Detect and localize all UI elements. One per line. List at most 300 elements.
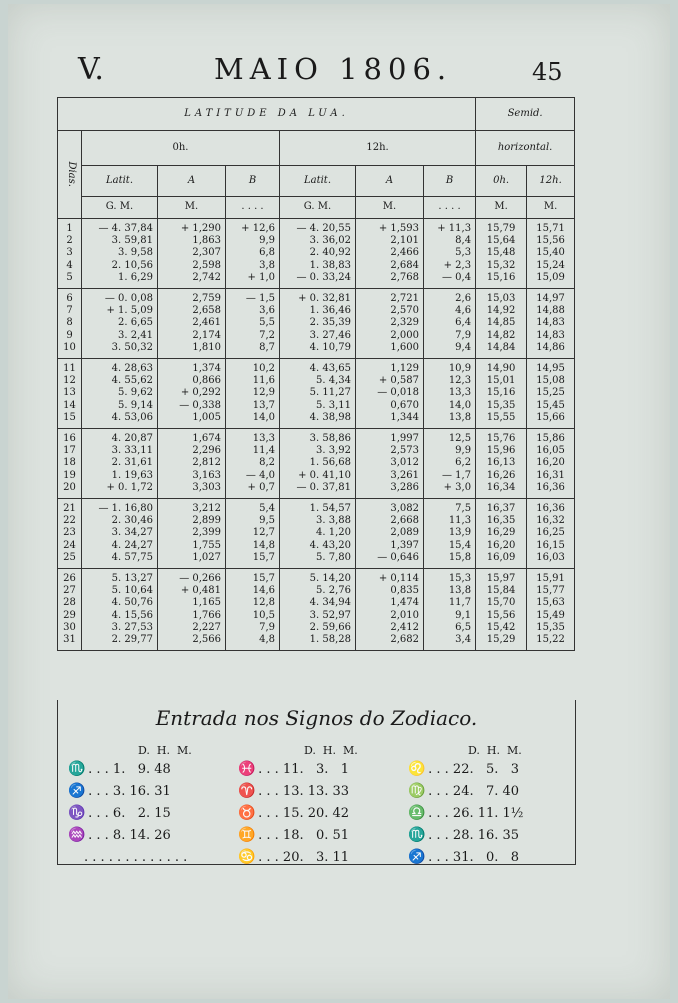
value-semid-0: 15,29 xyxy=(486,634,516,646)
zodiac-entry-time: . . . 3. 16. 31 xyxy=(84,783,171,799)
zodiac-entry-time: . . . 6. 2. 15 xyxy=(84,805,171,821)
value-semid-12: 16,05 xyxy=(536,444,565,456)
hour-0-header: 0h. xyxy=(82,131,280,166)
value-a-0: — 0,266 xyxy=(179,572,221,584)
zodiac-entry-time: . . . 1. 9. 48 xyxy=(84,761,171,777)
value-latit-12: 1. 36,46 xyxy=(309,304,351,316)
value-a-12: 2,668 xyxy=(390,514,419,526)
value-a-12: 2,089 xyxy=(390,527,419,539)
value-b-0: + 12,6 xyxy=(241,222,275,234)
value-a-0: 1,863 xyxy=(192,234,221,246)
value-b-0: 13,3 xyxy=(252,432,275,444)
value-a-12: 2,000 xyxy=(390,329,419,341)
value-semid-12: 16,20 xyxy=(536,457,565,469)
value-a-0: 3,163 xyxy=(192,469,221,481)
value-day: 28 xyxy=(63,597,76,609)
value-b-12: 4,6 xyxy=(455,304,472,316)
value-day: 5 xyxy=(66,272,73,284)
value-semid-0: 16,34 xyxy=(486,482,516,494)
value-latit-0: + 1. 5,09 xyxy=(106,304,153,316)
cell-latit-12 xyxy=(280,429,356,499)
value-a-12: 3,286 xyxy=(390,482,419,494)
zodiac-column-header: D. H. M. xyxy=(304,744,358,757)
zodiac-entry xyxy=(68,758,238,780)
value-latit-0: 4. 20,87 xyxy=(111,432,153,444)
value-latit-0: — 4. 37,84 xyxy=(98,222,153,234)
value-semid-0: 15,42 xyxy=(486,622,516,634)
value-a-0: + 0,292 xyxy=(180,387,221,399)
value-day: 8 xyxy=(66,317,73,329)
value-semid-12: 16,15 xyxy=(536,539,565,551)
value-semid-12: 15,63 xyxy=(536,597,565,609)
value-a-0: 2,598 xyxy=(192,259,221,271)
value-a-0: 3,303 xyxy=(192,482,221,494)
value-day: 18 xyxy=(63,457,76,469)
value-b-0: + 0,7 xyxy=(247,482,275,494)
cell-semid-0 xyxy=(476,429,527,499)
value-a-12: 0,835 xyxy=(390,584,419,596)
value-day: 19 xyxy=(63,469,76,481)
value-latit-0: 4. 53,06 xyxy=(111,412,153,424)
value-semid-0: 16,13 xyxy=(486,457,516,469)
value-day: 13 xyxy=(63,387,76,399)
zodiac-section xyxy=(57,700,576,865)
cell-a-12 xyxy=(356,219,424,289)
value-latit-0: 4. 57,75 xyxy=(111,552,153,564)
value-latit-12: 2. 40,92 xyxy=(309,247,351,259)
value-b-0: 12,8 xyxy=(252,597,275,609)
value-a-12: 1,997 xyxy=(390,432,419,444)
value-semid-0: 15,35 xyxy=(486,399,516,411)
cell-semid-0 xyxy=(476,569,527,651)
value-semid-0: 15,48 xyxy=(486,247,516,259)
zodiac-sign-icon: ♊ xyxy=(238,827,256,843)
value-b-12: + 3,0 xyxy=(443,482,472,494)
cell-a-0 xyxy=(158,359,226,429)
table-row-group xyxy=(58,359,575,429)
zodiac-sign-icon: ♈ xyxy=(238,783,256,799)
zodiac-entry xyxy=(408,802,578,824)
table-row-group xyxy=(58,289,575,359)
value-semid-12: 15,25 xyxy=(536,387,565,399)
value-semid-12: 15,56 xyxy=(536,234,565,246)
value-a-0: 2,812 xyxy=(192,457,221,469)
value-latit-12: 3. 52,97 xyxy=(309,609,351,621)
value-day: 27 xyxy=(63,584,76,596)
value-latit-0: 3. 33,11 xyxy=(111,444,153,456)
value-latit-12: 4. 43,20 xyxy=(309,539,351,551)
zodiac-title: Entrada nos Signos do Zodiaco. xyxy=(155,706,478,730)
cell-semid-12 xyxy=(527,429,575,499)
value-a-12: 2,573 xyxy=(390,444,419,456)
cell-day xyxy=(58,499,82,569)
value-semid-0: 15,84 xyxy=(486,584,516,596)
semid-subtitle: horizontal. xyxy=(476,131,575,166)
value-a-12: 1,344 xyxy=(390,412,419,424)
value-a-12: 1,397 xyxy=(390,539,419,551)
cell-latit-12 xyxy=(280,289,356,359)
value-a-12: 2,466 xyxy=(390,247,419,259)
value-semid-12: 16,32 xyxy=(536,514,565,526)
value-a-12: — 0,018 xyxy=(377,387,419,399)
value-day: 14 xyxy=(63,399,76,411)
value-day: 9 xyxy=(66,329,73,341)
zodiac-entry xyxy=(238,824,408,846)
page-title: MAIO 1806. xyxy=(214,52,453,86)
value-b-12: 14,0 xyxy=(448,399,472,411)
zodiac-entry xyxy=(68,780,238,802)
value-latit-0: 5. 10,64 xyxy=(111,584,153,596)
col-a-12: A xyxy=(356,166,424,197)
zodiac-entry-time: . . . 18. 0. 51 xyxy=(254,827,350,843)
zodiac-sign-icon: ♎ xyxy=(408,805,426,821)
dias-label: Dias. xyxy=(58,131,82,219)
value-day: 26 xyxy=(63,572,76,584)
value-semid-12: 15,71 xyxy=(536,222,565,234)
cell-a-0 xyxy=(158,219,226,289)
col-semid-12: 12h. xyxy=(527,166,575,197)
zodiac-entry-time: . . . 8. 14. 26 xyxy=(84,827,171,843)
value-latit-12: 5. 11,27 xyxy=(309,387,351,399)
table-row-group xyxy=(58,219,575,289)
zodiac-entry-time: . . . 13. 13. 33 xyxy=(254,783,350,799)
cell-b-12 xyxy=(424,219,476,289)
value-b-0: — 1,5 xyxy=(245,292,275,304)
value-b-0: 4,8 xyxy=(259,634,275,646)
value-latit-12: 5. 14,20 xyxy=(309,572,351,584)
zodiac-entry-time: . . . 20. 3. 11 xyxy=(254,849,350,865)
table-row-group xyxy=(58,429,575,499)
cell-semid-12 xyxy=(527,499,575,569)
value-semid-0: 15,97 xyxy=(486,572,516,584)
value-latit-0: 2. 31,61 xyxy=(111,457,153,469)
zodiac-entry-time: . . . 31. 0. 8 xyxy=(424,849,520,865)
value-b-0: 15,7 xyxy=(252,572,275,584)
zodiac-sign-icon: ♒ xyxy=(68,827,86,843)
cell-b-12 xyxy=(424,429,476,499)
cell-b-0 xyxy=(226,569,280,651)
value-latit-12: 5. 4,34 xyxy=(316,374,351,386)
value-b-0: 7,9 xyxy=(259,622,275,634)
value-latit-12: 3. 58,86 xyxy=(309,432,351,444)
cell-a-0 xyxy=(158,569,226,651)
value-latit-0: 2. 10,56 xyxy=(111,259,153,271)
value-semid-0: 15,32 xyxy=(486,259,516,271)
latitude-table xyxy=(57,97,575,651)
value-semid-12: 14,95 xyxy=(536,362,565,374)
value-a-0: 1,165 xyxy=(192,597,221,609)
value-a-12: — 0,646 xyxy=(377,552,419,564)
value-b-12: — 0,4 xyxy=(441,272,472,284)
value-latit-12: + 0. 41,10 xyxy=(298,469,351,481)
value-a-12: 2,682 xyxy=(390,634,419,646)
cell-b-12 xyxy=(424,289,476,359)
cell-day xyxy=(58,429,82,499)
value-a-12: 3,012 xyxy=(390,457,419,469)
zodiac-sign-icon: ♉ xyxy=(238,805,256,821)
value-b-0: 7,2 xyxy=(259,329,275,341)
value-b-0: 9,9 xyxy=(259,234,275,246)
value-b-12: 5,3 xyxy=(455,247,472,259)
value-a-0: 1,674 xyxy=(192,432,221,444)
zodiac-entry xyxy=(238,758,408,780)
value-latit-0: 4. 28,63 xyxy=(111,362,153,374)
value-latit-0: 2. 30,46 xyxy=(111,514,153,526)
zodiac-entry xyxy=(408,824,578,846)
value-day: 7 xyxy=(66,304,73,316)
value-day: 12 xyxy=(63,374,76,386)
value-b-12: 11,3 xyxy=(448,514,472,526)
value-a-12: 3,082 xyxy=(390,502,419,514)
page-number: 45 xyxy=(532,58,563,86)
value-day: 3 xyxy=(66,247,73,259)
value-a-0: 1,027 xyxy=(192,552,221,564)
value-a-0: — 0,338 xyxy=(179,399,221,411)
value-day: 21 xyxy=(63,502,76,514)
zodiac-sign-icon: ♑ xyxy=(68,805,86,821)
value-semid-0: 15,01 xyxy=(486,374,516,386)
value-latit-12: 3. 3,92 xyxy=(316,444,351,456)
value-b-12: 12,5 xyxy=(448,432,472,444)
value-a-0: 1,755 xyxy=(192,539,221,551)
value-a-0: + 0,481 xyxy=(180,584,221,596)
value-a-12: + 0,114 xyxy=(378,572,419,584)
value-semid-12: 15,91 xyxy=(536,572,565,584)
value-latit-12: 5. 3,11 xyxy=(316,399,351,411)
zodiac-sign-icon: ♍ xyxy=(408,783,426,799)
value-latit-0: 4. 24,27 xyxy=(111,539,153,551)
value-day: 11 xyxy=(63,362,76,374)
cell-latit-0 xyxy=(82,359,158,429)
value-semid-12: 15,86 xyxy=(536,432,565,444)
zodiac-entry xyxy=(408,758,578,780)
value-latit-0: 1. 6,29 xyxy=(118,272,153,284)
value-semid-12: 14,88 xyxy=(536,304,565,316)
col-b-12: B xyxy=(424,166,476,197)
cell-b-0 xyxy=(226,219,280,289)
zodiac-entry-time: . . . 22. 5. 3 xyxy=(424,761,520,777)
value-a-0: 2,658 xyxy=(192,304,221,316)
value-semid-12: 14,83 xyxy=(536,329,565,341)
value-semid-0: 16,26 xyxy=(486,469,516,481)
value-a-0: 2,307 xyxy=(192,247,221,259)
value-b-0: 3,8 xyxy=(259,259,275,271)
cell-a-0 xyxy=(158,289,226,359)
cell-a-0 xyxy=(158,429,226,499)
value-latit-12: + 0. 32,81 xyxy=(298,292,351,304)
zodiac-entry xyxy=(408,846,578,868)
value-a-0: 1,810 xyxy=(192,342,221,354)
zodiac-entry-time: . . . 26. 11. 1½ xyxy=(424,805,524,821)
cell-a-12 xyxy=(356,429,424,499)
cell-b-12 xyxy=(424,569,476,651)
value-b-0: 14,8 xyxy=(252,539,275,551)
cell-semid-0 xyxy=(476,219,527,289)
value-semid-0: 15,96 xyxy=(486,444,516,456)
value-semid-0: 15,16 xyxy=(486,272,516,284)
value-latit-0: — 0. 0,08 xyxy=(104,292,153,304)
zodiac-column-header: D. H. M. xyxy=(468,744,522,757)
cell-latit-12 xyxy=(280,359,356,429)
value-b-0: 5,5 xyxy=(259,317,275,329)
value-b-12: 6,2 xyxy=(455,457,472,469)
value-a-0: 2,742 xyxy=(192,272,221,284)
value-b-12: 7,9 xyxy=(455,329,472,341)
page-header xyxy=(0,48,678,88)
value-b-12: 12,3 xyxy=(448,374,472,386)
table-row-group xyxy=(58,569,575,651)
cell-latit-0 xyxy=(82,219,158,289)
zodiac-entry-time: . . . 28. 16. 35 xyxy=(424,827,520,843)
value-b-12: 15,4 xyxy=(448,539,472,551)
value-latit-0: 3. 34,27 xyxy=(111,527,153,539)
value-latit-12: 5. 2,76 xyxy=(316,584,351,596)
value-latit-12: 3. 36,02 xyxy=(309,234,351,246)
unit-m-s0: M. xyxy=(476,197,527,219)
zodiac-entry-time: . . . 15. 20. 42 xyxy=(254,805,350,821)
value-day: 4 xyxy=(66,259,73,271)
value-latit-12: 3. 27,46 xyxy=(309,329,351,341)
zodiac-entry-time: . . . . . . . . . . . . . xyxy=(84,849,188,865)
value-latit-12: 3. 3,88 xyxy=(316,514,351,526)
cell-latit-0 xyxy=(82,429,158,499)
zodiac-entry xyxy=(238,780,408,802)
value-semid-0: 16,35 xyxy=(486,514,516,526)
value-a-12: 0,670 xyxy=(390,399,419,411)
value-latit-0: 5. 9,14 xyxy=(118,399,153,411)
value-latit-0: 5. 13,27 xyxy=(111,572,153,584)
zodiac-entry-time: . . . 24. 7. 40 xyxy=(424,783,520,799)
value-b-12: 15,3 xyxy=(448,572,472,584)
zodiac-sign-icon: ♓ xyxy=(238,761,256,777)
value-latit-12: 4. 38,98 xyxy=(309,412,351,424)
value-b-12: 13,3 xyxy=(448,387,472,399)
zodiac-sign-icon: ♏ xyxy=(68,761,86,777)
zodiac-column-header: D. H. M. xyxy=(138,744,192,757)
value-latit-12: 1. 54,57 xyxy=(309,502,351,514)
value-a-0: 2,174 xyxy=(192,329,221,341)
value-a-0: 1,005 xyxy=(192,412,221,424)
value-day: 17 xyxy=(63,444,76,456)
value-day: 16 xyxy=(63,432,76,444)
value-latit-0: 3. 27,53 xyxy=(111,622,153,634)
unit-m-a0: M. xyxy=(158,197,226,219)
value-a-0: 1,766 xyxy=(192,609,221,621)
value-a-0: 1,374 xyxy=(192,362,221,374)
value-day: 29 xyxy=(63,609,76,621)
zodiac-sign-icon: ♌ xyxy=(408,761,426,777)
cell-latit-12 xyxy=(280,219,356,289)
value-b-0: 14,6 xyxy=(252,584,275,596)
cell-a-12 xyxy=(356,289,424,359)
value-semid-0: 15,56 xyxy=(486,609,516,621)
section-number: V. xyxy=(78,52,104,87)
value-semid-0: 15,79 xyxy=(486,222,516,234)
value-b-0: 11,4 xyxy=(252,444,275,456)
value-day: 20 xyxy=(63,482,76,494)
value-latit-0: 5. 9,62 xyxy=(118,387,153,399)
value-day: 24 xyxy=(63,539,76,551)
cell-latit-0 xyxy=(82,569,158,651)
value-semid-12: 15,22 xyxy=(536,634,565,646)
value-latit-12: 4. 10,79 xyxy=(309,342,351,354)
cell-day xyxy=(58,289,82,359)
value-a-0: 2,296 xyxy=(192,444,221,456)
value-semid-0: 16,29 xyxy=(486,527,516,539)
value-b-12: 10,9 xyxy=(448,362,472,374)
value-b-0: 3,6 xyxy=(259,304,275,316)
value-b-0: 6,8 xyxy=(259,247,275,259)
cell-a-0 xyxy=(158,499,226,569)
value-semid-12: 15,24 xyxy=(536,259,565,271)
value-latit-0: 3. 9,58 xyxy=(118,247,153,259)
value-semid-0: 16,20 xyxy=(486,539,516,551)
value-semid-0: 14,85 xyxy=(486,317,516,329)
value-a-12: 2,101 xyxy=(390,234,419,246)
value-a-0: 3,212 xyxy=(192,502,221,514)
cell-day xyxy=(58,359,82,429)
value-latit-0: 4. 15,56 xyxy=(111,609,153,621)
value-b-0: 10,5 xyxy=(252,609,275,621)
value-day: 15 xyxy=(63,412,76,424)
value-latit-12: 1. 38,83 xyxy=(309,259,351,271)
value-b-0: 8,7 xyxy=(259,342,275,354)
value-b-0: 15,7 xyxy=(252,552,275,564)
value-latit-12: 2. 35,39 xyxy=(309,317,351,329)
cell-semid-0 xyxy=(476,289,527,359)
cell-latit-12 xyxy=(280,569,356,651)
value-semid-0: 15,76 xyxy=(486,432,516,444)
value-a-0: 2,461 xyxy=(192,317,221,329)
cell-a-12 xyxy=(356,359,424,429)
col-semid-0: 0h. xyxy=(476,166,527,197)
value-b-0: 5,4 xyxy=(259,502,275,514)
cell-semid-0 xyxy=(476,499,527,569)
value-semid-12: 16,25 xyxy=(536,527,565,539)
value-b-12: 6,4 xyxy=(455,317,472,329)
zodiac-column xyxy=(68,758,238,868)
value-semid-12: 14,83 xyxy=(536,317,565,329)
value-b-0: 10,2 xyxy=(252,362,275,374)
value-latit-12: — 0. 33,24 xyxy=(296,272,351,284)
hour-12-header: 12h. xyxy=(280,131,476,166)
cell-day xyxy=(58,569,82,651)
unit-dots-b0: . . . . xyxy=(226,197,280,219)
value-semid-0: 16,09 xyxy=(486,552,516,564)
zodiac-sign-icon: ♋ xyxy=(238,849,256,865)
value-semid-0: 16,37 xyxy=(486,502,516,514)
value-b-0: 12,9 xyxy=(252,387,275,399)
value-semid-0: 14,84 xyxy=(486,342,516,354)
value-semid-12: 15,09 xyxy=(536,272,565,284)
value-semid-12: 15,49 xyxy=(536,609,565,621)
value-b-12: 3,4 xyxy=(455,634,472,646)
cell-b-12 xyxy=(424,499,476,569)
unit-m-s12: M. xyxy=(527,197,575,219)
value-latit-12: 1. 56,68 xyxy=(309,457,351,469)
value-b-12: 9,4 xyxy=(455,342,472,354)
value-semid-0: 15,64 xyxy=(486,234,516,246)
unit-gm-12: G. M. xyxy=(280,197,356,219)
value-b-0: 14,0 xyxy=(252,412,275,424)
value-b-12: 9,9 xyxy=(455,444,472,456)
cell-day xyxy=(58,219,82,289)
value-a-0: 2,227 xyxy=(192,622,221,634)
cell-b-0 xyxy=(226,429,280,499)
cell-a-12 xyxy=(356,499,424,569)
value-b-12: 2,6 xyxy=(455,292,472,304)
value-a-12: 1,129 xyxy=(390,362,419,374)
